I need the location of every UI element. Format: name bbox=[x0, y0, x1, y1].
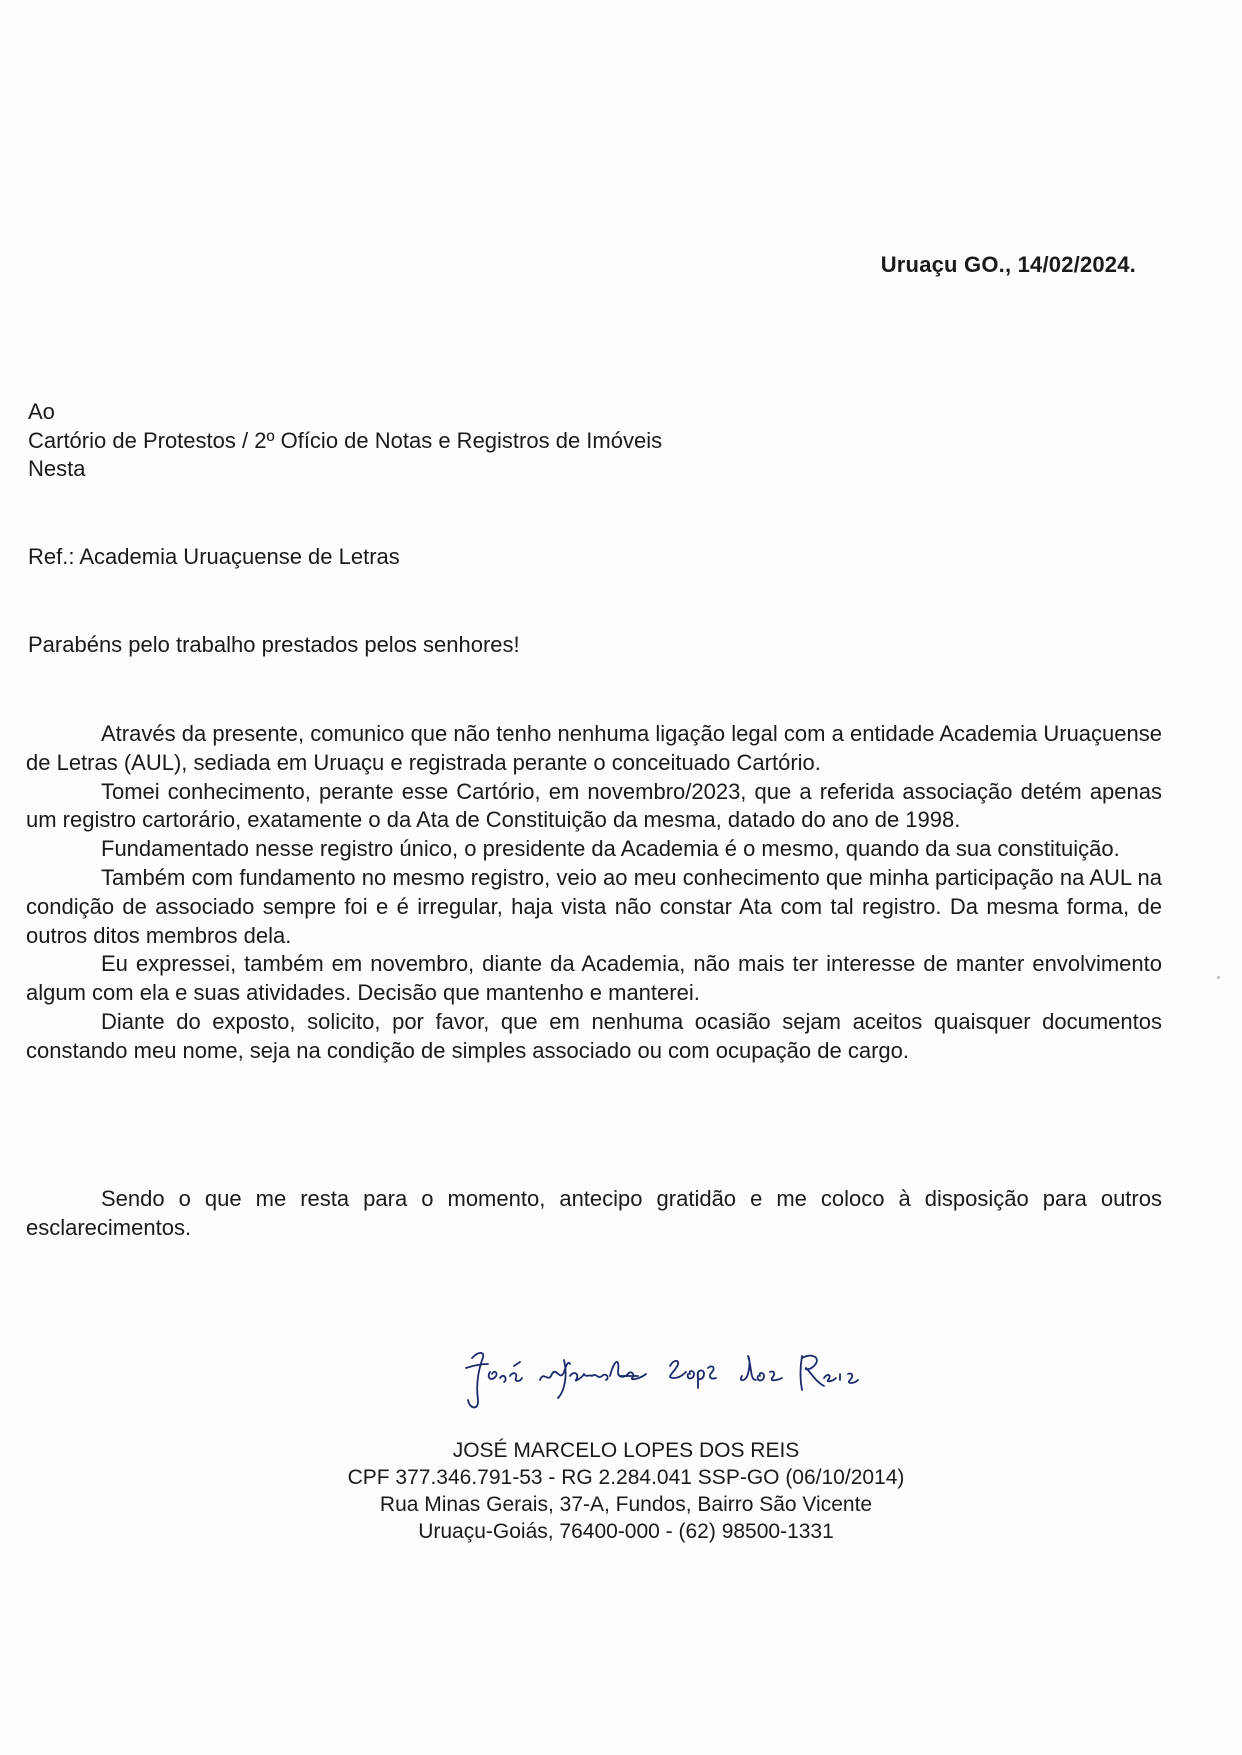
date-line: Uruaçu GO., 14/02/2024. bbox=[880, 252, 1136, 277]
signer-city-contact: Uruaçu-Goiás, 76400-000 - (62) 98500-1331 bbox=[418, 1520, 834, 1543]
scan-speck bbox=[1217, 976, 1220, 979]
signer-name: JOSÉ MARCELO LOPES DOS REIS bbox=[452, 1439, 800, 1462]
addressee-salutation: Ao bbox=[28, 399, 55, 424]
body-paragraph: Também com fundamento no mesmo registro, veio ao meu conhecimento que minha participação na AUL na condição de associado sempre foi e é irregular, haja vista não constar Ata com tal registro. Da mesma forma, de outros ditos membros dela. bbox=[26, 864, 1162, 948]
body-paragraph: Tomei conhecimento, perante esse Cartório, em novembro/2023, que a referida associação detém apenas um registro cartorário, exatamente o da Ata de Constituição da mesma, datado do ano de 1998. bbox=[26, 778, 1162, 833]
letter-body bbox=[26, 720, 1162, 1066]
closing-paragraph bbox=[26, 1185, 1162, 1243]
signer-ids: CPF 377.346.791-53 - RG 2.284.041 SSP-GO (06/10/2014) bbox=[347, 1466, 905, 1489]
body-paragraph: Através da presente, comunico que não tenho nenhuma ligação legal com a entidade Academia Uruaçuense de Letras (AUL), sediada em Uruaçu e registrada perante o conceituado Cartório. bbox=[26, 721, 1162, 775]
body-paragraph: Diante do exposto, solicito, por favor, que em nenhuma ocasião sejam aceitos quaisquer documentos constando meu nome, seja na condição de simples associado ou com ocupação de cargo. bbox=[26, 1008, 1162, 1063]
closing-text: Sendo o que me resta para o momento, antecipo gratidão e me coloco à disposição para outros esclarecimentos. bbox=[26, 1186, 1162, 1240]
addressee-office: Cartório de Protestos / 2º Ofício de Notas e Registros de Imóveis bbox=[28, 427, 663, 453]
addressee-block bbox=[28, 398, 662, 484]
handwritten-signature bbox=[460, 1338, 920, 1418]
addressee-location: Nesta bbox=[28, 456, 86, 481]
body-paragraph: Fundamentado nesse registro único, o presidente da Academia é o mesmo, quando da sua constituição. bbox=[101, 836, 1120, 862]
body-paragraph: Eu expressei, também em novembro, diante da Academia, não mais ter interesse de manter envolvimento algum com ela e suas atividades. Decisão que mantenho e manterei. bbox=[26, 951, 1162, 1006]
reference-line: Ref.: Academia Uruaçuense de Letras bbox=[28, 544, 400, 569]
signature-block bbox=[0, 1437, 1242, 1545]
signer-address: Rua Minas Gerais, 37-A, Fundos, Bairro São Vicente bbox=[379, 1493, 873, 1516]
greeting-line: Parabéns pelo trabalho prestados pelos senhores! bbox=[28, 632, 520, 657]
